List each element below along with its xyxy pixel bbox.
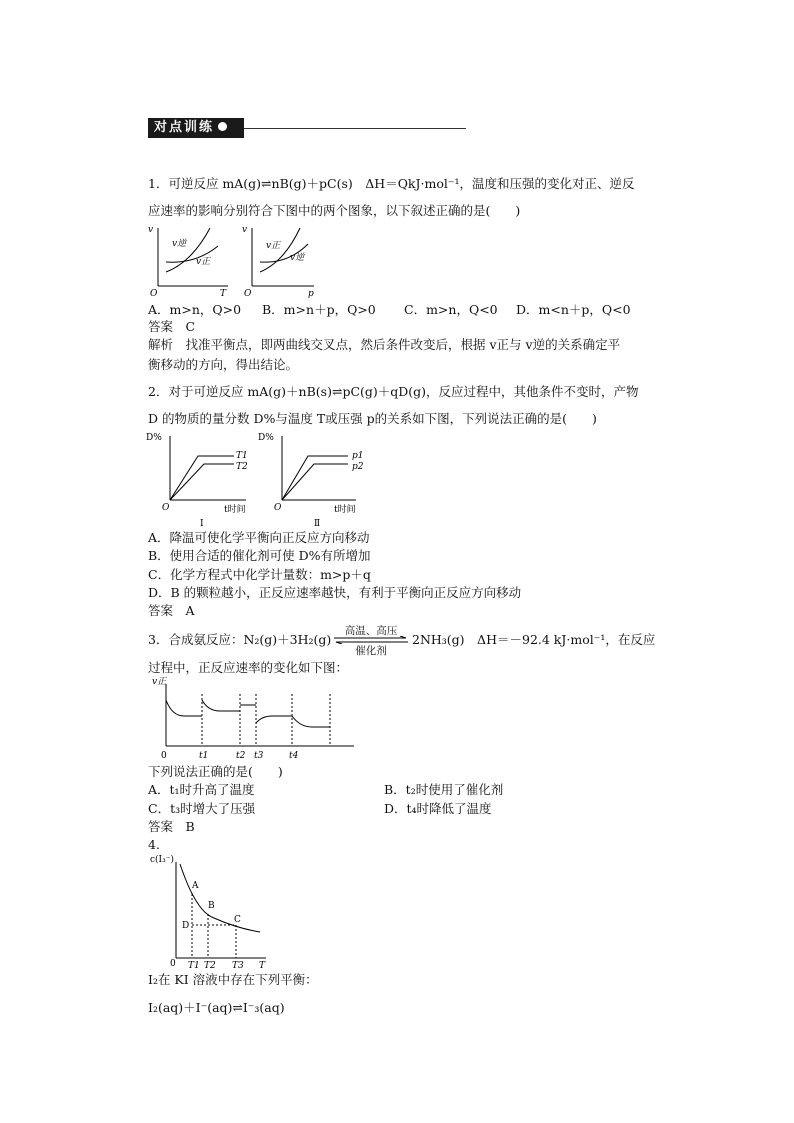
q1-g2-curve-a-label: v正 <box>266 241 281 251</box>
q3-t1-label: t1 <box>199 751 209 761</box>
q2-g1-caption: Ⅰ <box>200 519 204 529</box>
q2-stem-line2: D 的物质的量分数 D%与温度 T或压强 p的关系如下图，下列说法正确的是( ) <box>148 411 597 426</box>
q2-g2-x-label: t时间 <box>334 505 356 515</box>
q3-y-label: v正 <box>152 677 167 687</box>
q3-stem-line1-pre: 3．合成氨反应：N₂(g)＋3H₂(g) <box>148 632 332 647</box>
q1-option-b: B．m>n＋p，Q>0 <box>262 302 376 317</box>
q4-graph <box>144 850 278 972</box>
q1-g1-x-label: T <box>220 289 227 299</box>
q4-equation: I₂(aq)＋I⁻(aq)⇌I⁻₃(aq) <box>148 1000 285 1015</box>
q4-y-label: c(I₃⁻) <box>150 855 174 865</box>
q3-prompt: 下列说法正确的是( ) <box>148 764 283 779</box>
q2-option-d: D．B 的颗粒越小，正反应速率越快，有利于平衡向正反应方向移动 <box>148 585 522 600</box>
q2-option-a: A．降温可使化学平衡向正反应方向移动 <box>148 530 370 545</box>
q1-g2-origin: O <box>244 289 252 299</box>
q3-curve-seg5 <box>292 716 330 727</box>
q3-option-c: C．t₃时增大了压强 <box>148 801 256 816</box>
section-banner <box>148 118 244 138</box>
q4-point-d: D <box>182 921 190 931</box>
q1-g1-y-label: v <box>148 225 154 235</box>
q3-arrow-top-label: 高温、高压 <box>344 625 398 637</box>
q2-g1-x-label: t时间 <box>224 505 246 515</box>
q1-graphs <box>144 222 344 302</box>
q2-g2-lower-label: p2 <box>352 462 364 472</box>
q1-g1-curve-b-label: v正 <box>196 257 211 267</box>
q4-point-b: B <box>208 901 215 911</box>
q1-option-c: C．m>n，Q<0 <box>404 302 498 317</box>
q2-graphs <box>144 430 374 530</box>
q2-option-b: B．使用合适的催化剂可使 D%有所增加 <box>148 548 371 563</box>
q3-t3-label: t3 <box>254 751 264 761</box>
q2-g1-line-upper <box>170 456 234 500</box>
q3-answer: 答案 B <box>148 819 195 834</box>
banner-rule <box>244 128 466 129</box>
q2-option-c: C．化学方程式中化学计量数：m>p＋q <box>148 567 371 582</box>
q2-g2-caption: Ⅱ <box>314 519 321 529</box>
q2-g2-upper-label: p1 <box>352 451 364 461</box>
q1-option-d: D．m<n＋p，Q<0 <box>516 302 631 317</box>
q1-stem-line2: 应速率的影响分别符合下图中的两个图象，以下叙述正确的是( ) <box>148 203 521 218</box>
q3-stem-line2: 过程中，正反应速率的变化如下图： <box>148 660 349 675</box>
q1-g1-origin: O <box>150 289 158 299</box>
q1-g2-curve-b-label: v逆 <box>290 253 305 263</box>
q3-option-a: A．t₁时升高了温度 <box>148 782 255 797</box>
q2-g1-lower-label: T2 <box>236 462 248 472</box>
q1-explanation-line2: 衡移动的方向，得出结论。 <box>148 357 299 372</box>
q4-x-label: T <box>259 961 266 971</box>
q1-explanation-line1: 解析 找准平衡点，即两曲线交叉点，然后条件改变后，根据 v正与 v逆的关系确定平 <box>148 337 621 352</box>
q3-graph <box>144 676 364 762</box>
q1-stem-line1: 1．可逆反应 mA(g)⇌nB(g)＋pC(s) ΔH＝QkJ·mol⁻¹，温度和压强的变化对正、逆反 <box>148 176 635 191</box>
q4-number: 4. <box>148 837 160 852</box>
q2-g1-y-label: D% <box>146 433 162 443</box>
q2-answer: 答案 A <box>148 603 195 618</box>
q3-option-b: B．t₂时使用了催化剂 <box>384 782 504 797</box>
q3-curve-seg1 <box>166 700 202 716</box>
q3-curve-seg2 <box>202 700 240 711</box>
q4-t1-label: T1 <box>188 961 200 971</box>
q2-g2-origin: O <box>274 503 282 513</box>
banner-dot-icon <box>218 122 227 131</box>
q3-t4-label: t4 <box>289 751 299 761</box>
q4-stem-line1: I₂在 KI 溶液中存在下列平衡： <box>148 972 318 987</box>
q4-point-c: C <box>234 915 241 925</box>
q1-g2-y-label: v <box>242 225 248 235</box>
q3-curve-seg4 <box>256 716 292 723</box>
q4-t2-label: T2 <box>204 961 216 971</box>
q1-g1-curve-a-label: v逆 <box>172 239 187 249</box>
q4-t3-label: T3 <box>232 961 244 971</box>
q1-option-a: A．m>n，Q>0 <box>148 302 242 317</box>
q2-g1-line-lower <box>170 464 234 500</box>
q3-origin: 0 <box>161 751 167 761</box>
q2-g2-line-lower <box>282 464 348 500</box>
q1-g2-x-label: p <box>308 289 314 299</box>
q3-arrow-bottom-label: 催化剂 <box>355 645 387 657</box>
q2-g1-upper-label: T1 <box>236 451 248 461</box>
q2-stem-line1: 2．对于可逆反应 mA(g)＋nB(s)⇌pC(g)＋qD(g)，反应过程中，其他条件不变时，产物 <box>148 384 639 399</box>
q2-g2-line-upper <box>282 456 348 500</box>
q1-answer: 答案 C <box>148 319 196 334</box>
q3-t2-label: t2 <box>236 751 246 761</box>
q3-stem-line1-post: 2NH₃(g) ΔH＝－92.4 kJ·mol⁻¹，在反应 <box>412 632 656 647</box>
section-title: 对点训练 <box>154 120 215 135</box>
q3-option-d: D．t₄时降低了温度 <box>384 801 492 816</box>
q4-origin: 0 <box>170 959 176 969</box>
q2-g1-origin: O <box>162 503 170 513</box>
q4-point-a: A <box>192 881 199 891</box>
q2-g2-y-label: D% <box>258 433 274 443</box>
